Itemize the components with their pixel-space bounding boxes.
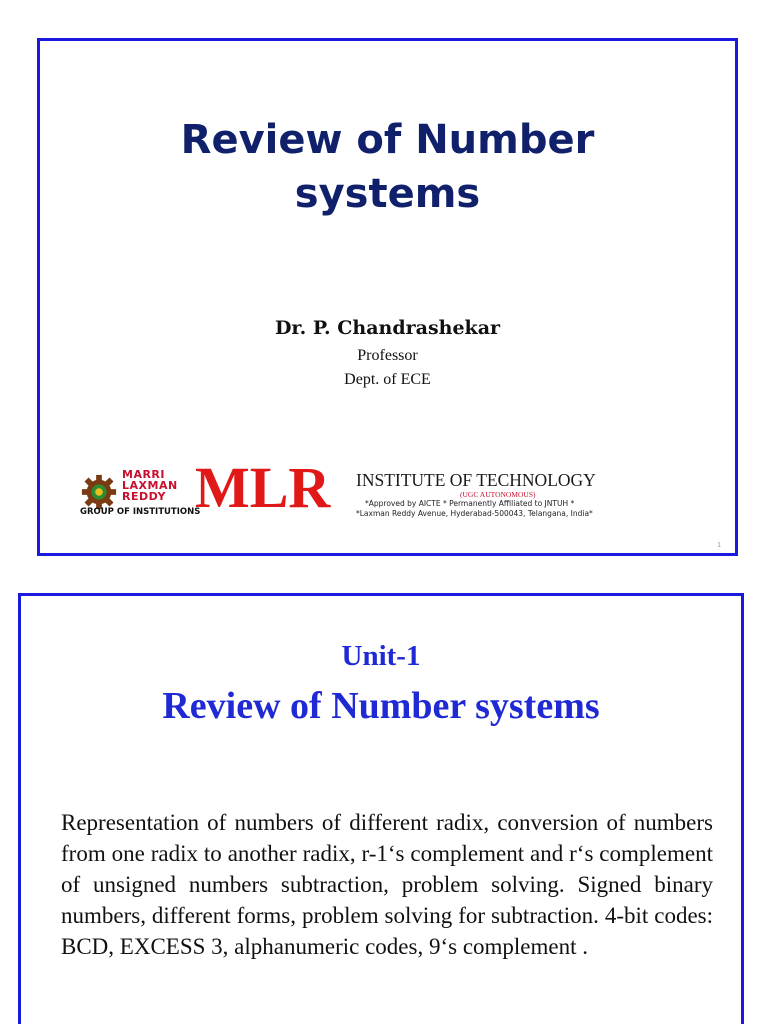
group-name-line-3: REDDY (122, 490, 166, 503)
autonomous-status: (UGC AUTONOMOUS) (460, 490, 536, 499)
group-name (122, 469, 178, 502)
syllabus-paragraph: Representation of numbers of different radix, conversion of numbers from one radix to another radix, r-1‘s complement and r‘s complement of unsigned numbers subtraction, problem solving. Signed binary numbers, different forms, problem solving for subtraction. 4-bit codes: BCD, EXCESS 3, alphanumeric codes, 9‘s complement . (61, 810, 713, 959)
content-slide (18, 593, 744, 1024)
address-line: *Laxman Reddy Avenue, Hyderabad-500043, Telangana, India* (356, 509, 593, 518)
group-name-line-2: LAXMAN (122, 479, 178, 492)
gear-emblem-icon (80, 473, 118, 511)
institution-logo (80, 455, 670, 523)
author-designation: Professor (357, 347, 418, 364)
slide-title (40, 113, 735, 221)
author-name: Dr. P. Chandrashekar (274, 317, 501, 339)
approval-line: *Approved by AICTE * Permanently Affiliated to JNTUH * (365, 499, 575, 508)
content-title: Review of Number systems (162, 685, 600, 727)
institute-name: INSTITUTE OF TECHNOLOGY (356, 470, 596, 490)
title-slide (37, 38, 738, 556)
author-department: Dept. of ECE (344, 371, 431, 388)
group-tagline: GROUP OF INSTITUTIONS (80, 507, 201, 517)
brand-wordmark: MLR (195, 455, 331, 520)
group-name-line-1: MARRI (122, 468, 165, 481)
slide-title-line-2: systems (294, 171, 481, 217)
unit-heading: Unit-1 (341, 640, 421, 672)
slide-number: 1 (717, 542, 721, 549)
slide-title-line-1: Review of Number (180, 117, 595, 163)
